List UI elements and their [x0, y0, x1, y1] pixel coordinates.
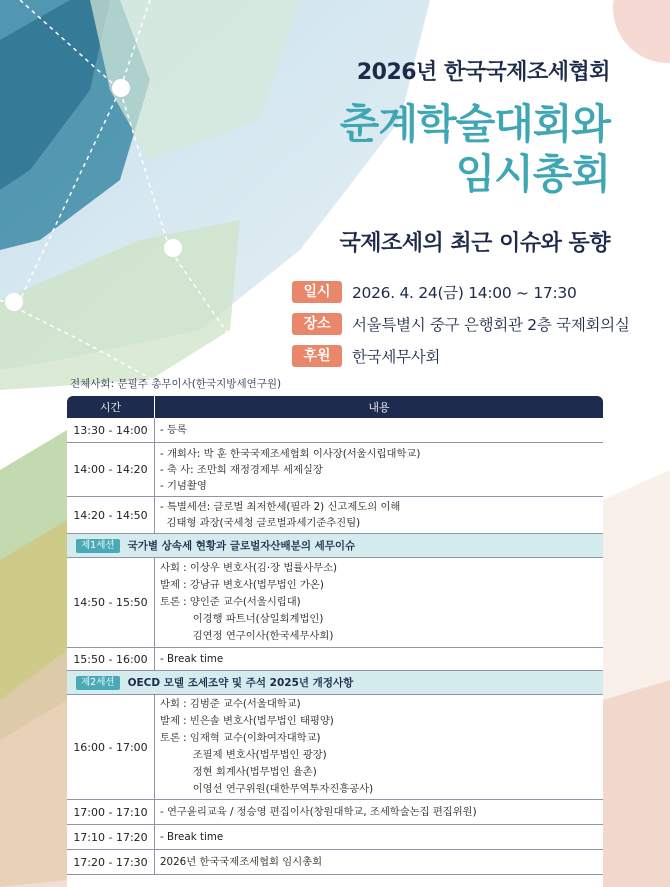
organization-title: 2026년 한국국제조세협회	[356, 60, 610, 85]
info-date	[292, 280, 577, 304]
time-cell: 17:00 - 17:10	[67, 800, 155, 824]
content-line: 이영선 연구위원(대한무역투자진흥공사)	[160, 783, 374, 795]
table-row	[67, 850, 603, 875]
time-cell: 17:10 - 17:20	[67, 825, 155, 849]
time-cell: 13:30 - 14:00	[67, 418, 155, 442]
session-1-badge: 제1세션	[76, 539, 120, 553]
content-cell	[155, 695, 603, 799]
time-cell: 15:50 - 16:00	[67, 648, 155, 670]
content-cell	[155, 558, 603, 647]
date-value: 2026. 4. 24(금) 14:00 ~ 17:30	[352, 284, 577, 302]
sponsor-tag: 후원	[292, 345, 342, 367]
content-line: 김연정 연구이사(한국세무사회)	[160, 630, 334, 642]
event-title-line2: 임시총회	[455, 150, 610, 198]
content-line: 발제 : 강남규 변호사(법무법인 가온)	[160, 579, 324, 591]
time-cell: 14:20 - 14:50	[67, 497, 155, 533]
content-cell	[155, 850, 603, 874]
content-cell	[155, 648, 603, 670]
content-line: - Break time	[160, 653, 224, 665]
content-line: - 기념촬영	[160, 479, 207, 492]
host-text: 전체사회: 문필주 총무이사(한국지방세연구원)	[70, 378, 282, 390]
table-row	[67, 558, 603, 648]
table-row	[67, 443, 603, 497]
table-row	[67, 418, 603, 443]
content-line: - Break time	[160, 831, 224, 843]
session-2-badge: 제2세션	[76, 676, 120, 690]
content-line: 토론 : 임재혁 교수(이화여자대학교)	[160, 732, 321, 744]
content-cell	[155, 825, 603, 849]
info-venue	[292, 312, 630, 336]
content-line: - 특별세션: 글로벌 최저한세(필라 2) 신고제도의 이해	[160, 501, 401, 513]
program-table	[67, 396, 603, 875]
session-1-title: 국가별 상속세 현황과 글로벌자산배분의 세무이슈	[127, 540, 356, 552]
sponsor-value: 한국세무사회	[352, 348, 441, 366]
content-line: - 연구윤리교육 / 정승영 편집이사(창원대학교, 조세학술논집 편집위원)	[160, 806, 477, 818]
time-cell: 17:20 - 17:30	[67, 850, 155, 874]
content-cell	[155, 418, 603, 442]
content-line: 토론 : 양인준 교수(서울시립대)	[160, 596, 301, 608]
table-row	[67, 497, 603, 534]
venue-value: 서울특별시 중구 은행회관 2층 국제회의실	[352, 316, 630, 334]
header-time: 시간	[67, 396, 155, 418]
table-row	[67, 695, 603, 800]
content-line: 사회 : 김범준 교수(서울대학교)	[160, 698, 301, 710]
content-cell	[155, 800, 603, 824]
venue-tag: 장소	[292, 313, 342, 335]
table-row	[67, 800, 603, 825]
info-sponsor	[292, 344, 440, 368]
content-line: 정현 회계사(법무법인 율촌)	[160, 766, 317, 778]
content-line: 김태형 과장(국세청 글로벌과세기준추진팀)	[160, 517, 361, 529]
event-title-line1: 춘계학술대회와	[339, 100, 610, 148]
content-line: 2026년 한국국제조세협회 임시총회	[160, 856, 323, 868]
session-1-bar	[67, 534, 603, 558]
content-line: 사회 : 이상우 변호사(김·장 법률사무소)	[160, 562, 338, 574]
time-cell: 14:50 - 15:50	[67, 558, 155, 647]
time-cell: 16:00 - 17:00	[67, 695, 155, 799]
content-line: - 축 사: 조만희 재정경제부 세제실장	[160, 463, 323, 476]
event-subtitle: 국제조세의 최근 이슈와 동향	[339, 231, 610, 256]
table-row	[67, 648, 603, 671]
table-header	[67, 396, 603, 418]
content-line: 발제 : 빈은솔 변호사(법무법인 태평양)	[160, 715, 334, 727]
time-cell: 14:00 - 14:20	[67, 443, 155, 496]
content-line: - 등록	[160, 424, 187, 436]
session-2-title: OECD 모델 조세조약 및 주석 2025년 개정사항	[127, 677, 354, 689]
content-line: 이경행 파트너(삼일회계법인)	[160, 613, 324, 625]
content-line: - 개회사: 박 훈 한국국제조세협회 이사장(서울시립대학교)	[160, 447, 421, 460]
content-cell	[155, 497, 603, 533]
content-cell	[155, 443, 603, 496]
date-tag: 일시	[292, 281, 342, 303]
session-2-bar	[67, 671, 603, 695]
table-row	[67, 825, 603, 850]
content-line: 조필제 변호사(법무법인 광장)	[160, 749, 327, 761]
header-content: 내용	[368, 401, 390, 414]
